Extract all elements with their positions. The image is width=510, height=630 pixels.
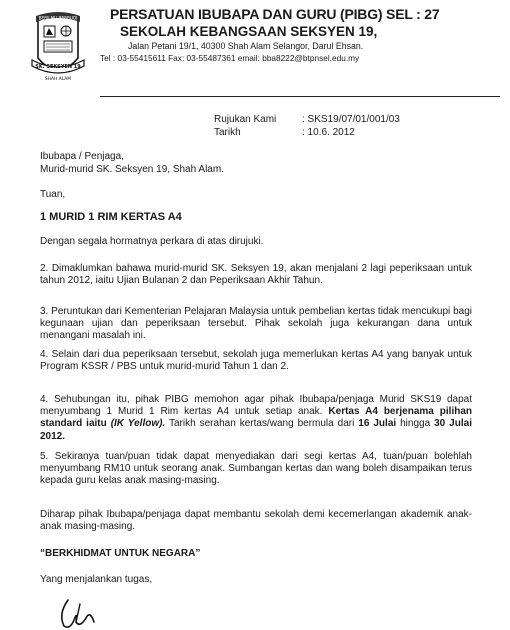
paragraph-2: 2. Dimaklumkan bahawa murid-murid SK. Seksyen 19, akan menjalani 2 lagi peperiksaan untuk tahun 2012, iaitu Ujian Bulanan 2 dan Peperiksaan Akhir Tahun. [40,263,472,287]
letterhead [100,6,500,64]
closing-paragraph: Diharap pihak Ibubapa/penjaga dapat membantu sekolah demi kecemerlangan akademik anak-anak masing-masing. [40,509,472,533]
motto: “BERKHIDMAT UNTUK NEGARA” [40,548,201,559]
paragraph-4b [40,394,472,443]
crest-top-text: BERILMU BERBUDI [38,15,78,21]
paragraph-5: 5. Sekiranya tuan/puan tidak dapat menyediakan dari segi kertas A4, tuan/puan bolehlah menyumbang RM10 untuk seorang anak. Sumbangan kertas dan wang boleh disampaikan terus kepada guru kelas anak masing-masing. [40,451,472,487]
date-row [214,127,355,139]
p4b-date-start: 16 Julai [358,418,397,430]
school-contact: Tel : 03-55415611 Fax: 03-55487361 email: bba8222@btpnsel.edu.my [100,53,360,63]
paragraph-4: 4. Selain dari dua peperiksaan tersebut, sekolah juga memerlukan kertas A4 yang banyak untuk Program KSSR / PBS untuk murid-murid Tahun 1 dan 2. [40,349,472,373]
opening-paragraph: Dengan segala hormatnya perkara di atas dirujuki. [40,236,264,247]
p4b-mid: Tarikh serahan kertas/wang bermula dari [165,418,359,430]
tarikh-value: : 10.6. 2012 [302,127,355,138]
school-name: SEKOLAH KEBANGSAAN SEKSYEN 19, [120,24,378,39]
recipient-line-2: Murid-murid SK. Seksyen 19, Shah Alam. [40,164,224,175]
p4b-bold: Kertas A4 berjenama pilihan standard iaitu [40,406,473,430]
recipient-line-1: Ibubapa / Penjaga, [40,151,124,162]
signoff: Yang menjalankan tugas, [40,574,153,585]
tarikh-label: Tarikh [214,127,241,138]
rujukan-value: : SKS19/07/01/001/03 [302,114,400,125]
p4b-start: 4. Sehubungan itu, pihak PIBG memohon agar pihak Ibubapa/penjaga Murid SKS19 dapat menyumbang 1 Murid 1 Rim kertas A4 untuk setiap anak. [40,394,472,418]
p4b-and: hingga [396,418,435,430]
reference-row [214,114,400,126]
p4b-date-end: 30 Julai 2012. [40,418,472,442]
school-crest-logo [28,10,88,88]
crest-city-text: SHAH ALAM [44,77,72,82]
signature-mark [54,592,134,630]
letter-subject: 1 MURID 1 RIM KERTAS A4 [40,211,182,223]
organisation-name: PERSATUAN IBUBAPA DAN GURU (PIBG) SEL : 27 [110,6,440,22]
school-address: Jalan Petani 19/1, 40300 Shah Alam Selangor, Darul Ehsan. [128,41,364,51]
crest-school-text: SK. SEKSYEN 19 [35,64,81,70]
salutation: Tuan, [40,189,66,200]
rujukan-label: Rujukan Kami [214,114,277,125]
letterhead-divider [100,96,500,97]
paragraph-3: 3. Peruntukan dari Kementerian Pelajaran Malaysia untuk pembelian kertas tidak mencukupi bagi kegunaan ujian dan peperiksaan tersebut. Pihak sekolah juga kekurangan dana untuk menangani masalah ini. [40,306,472,342]
p4b-bold-italic: (IK Yellow). [110,418,166,430]
